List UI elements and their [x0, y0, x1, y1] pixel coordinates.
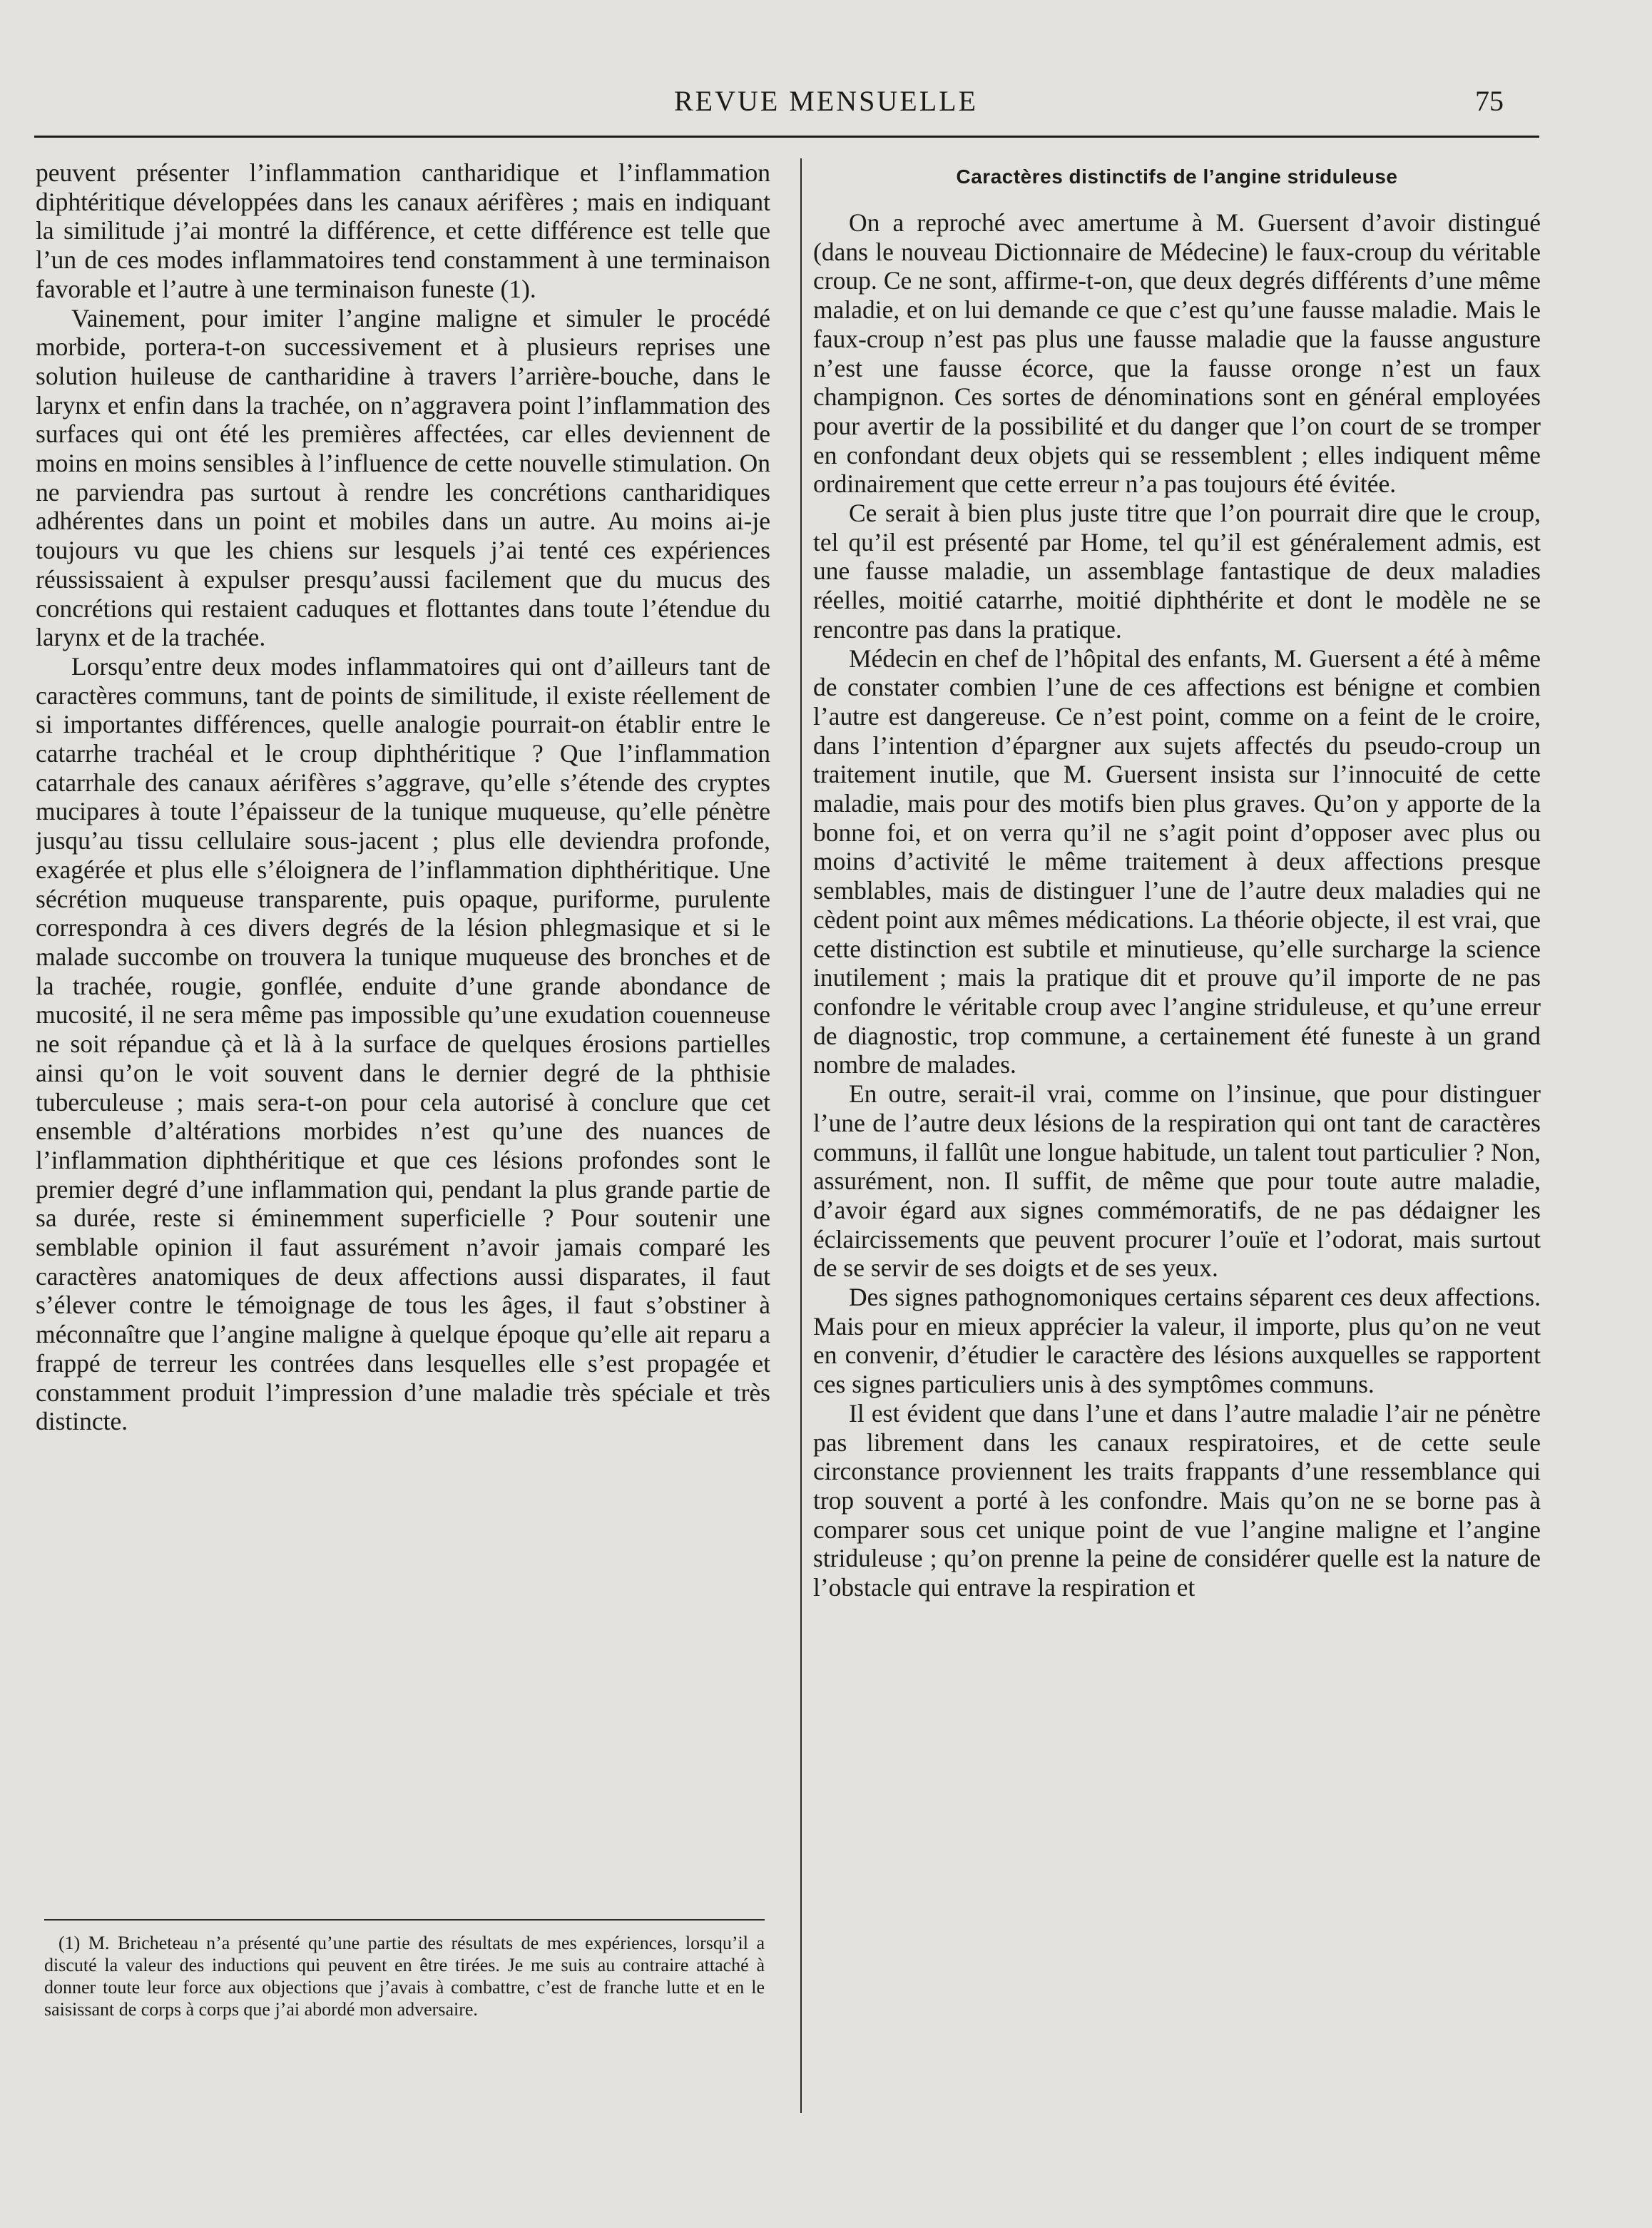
paragraph: On a reproché avec amertume à M. Guersent d’avoir distingué (dans le nouveau Dictionnaire de Médecine) le faux-croup du véritable croup. Ce ne sont, affirme-t-on, que deux degrés différents d’une même maladie, et on lui demande ce que c’est qu’une fausse maladie. Mais le faux-croup n’est pas plus une fausse maladie que la fausse angusture n’est une fausse écorce, que la fausse oronge n’est un faux champignon. Ces sortes de dénominations sont en général employées pour avertir de la possibilité et du danger que l’on court de se tromper en confondant deux objets qui se ressemblent ; elles indiquent même ordinairement que cette erreur n’a pas toujours été évitée. — [813, 208, 1541, 499]
paragraph: Des signes pathognomoniques certains séparent ces deux affections. Mais pour en mieux apprécier la valeur, il importe, plus qu’on ne veut en convenir, d’étudier le caractère des lésions auxquelles se rapportent ces signes particuliers unis à des symptômes communs. — [813, 1283, 1541, 1399]
paragraph: peuvent présenter l’inflammation cantharidique et l’inflammation diphtéritique développées dans les canaux aérifères ; mais en indiquant la similitude j’ai montré la différence, et cette différence est telle que l’un de ces modes inflammatoires tend constamment à une terminaison favorable et l’autre à une terminaison funeste (1). — [36, 158, 770, 303]
column-divider — [800, 158, 802, 2113]
journal-title: REVUE MENSUELLE — [673, 85, 979, 117]
right-column — [813, 158, 1541, 1602]
paragraph: Vainement, pour imiter l’angine maligne et simuler le procédé morbide, portera-t-on successivement et à plusieurs reprises une solution huileuse de cantharidine à travers l’arrière-bouche, dans le larynx et enfin dans la trachée, on n’aggravera point l’inflammation des surfaces qui ont été les premières affectées, car elles deviennent de moins en moins sensibles à l’influence de cette nouvelle stimulation. On ne parviendra pas surtout à rendre les concrétions cantharidiques adhérentes dans un point et mobiles dans un autre. Au moins ai-je toujours vu que les chiens sur lesquels j’ai tenté ces expériences réussissaient à expulser presqu’aussi facilement que du mucus des concrétions qui restaient caduques et flottantes dans toute l’étendue du larynx et de la trachée. — [36, 303, 770, 652]
page-number: 75 — [1475, 85, 1504, 117]
header-rule — [34, 136, 1539, 138]
running-header — [0, 80, 1652, 123]
paragraph: En outre, serait-il vrai, comme on l’insinue, que pour distinguer l’une de l’autre deux lésions de la respiration qui ont tant de caractères communs, il fallût une longue habitude, un talent tout particulier ? Non, assurément, non. Il suffit, de même que pour toute autre maladie, d’avoir égard aux signes commémoratifs, de ne pas dédaigner les éclaircissements que peuvent procurer l’ouïe et l’odorat, mais surtout de se servir de ses doigts et de ses yeux. — [813, 1079, 1541, 1283]
paragraph: Ce serait à bien plus juste titre que l’on pourrait dire que le croup, tel qu’il est présenté par Home, tel qu’il est généralement admis, est une fausse maladie, un assemblage fantastique de deux maladies réelles, moitié catarrhe, moitié diphthérite et dont le modèle ne se rencontre pas dans la pratique. — [813, 499, 1541, 644]
footnote-text: M. Bricheteau n’a présenté qu’une partie des résultats de mes expériences, lorsqu’il a discuté la valeur des inductions qui peuvent en être tirées. Je me suis au contraire attaché à donner toute leur force aux objections que j’avais à combattre, c’est de franche lutte et en le saisissant de corps à corps que j’ai abordé mon adversaire. — [44, 1933, 765, 2020]
footnote-marker: (1) — [58, 1933, 81, 1953]
left-column — [36, 158, 770, 1436]
paragraph: Médecin en chef de l’hôpital des enfants, M. Guersent a été à même de constater combien l’une de ces affections est bénigne et combien l’autre est dangereuse. Ce n’est point, comme on a feint de le croire, dans l’intention d’épargner aux sujets affectés du pseudo-croup un traitement inutile, que M. Guersent insista sur l’innocuité de cette maladie, mais pour des motifs bien plus graves. Qu’on y apporte de la bonne foi, et on verra qu’il ne s’agit point d’opposer avec plus ou moins d’activité le même traitement à deux affections presque semblables, mais de distinguer l’une de l’autre deux maladies qui ne cèdent point aux mêmes médications. La théorie objecte, il est vrai, que cette distinction est subtile et minutieuse, qu’elle surcharge la science inutilement ; mais la pratique dit et prouve qu’il importe de ne pas confondre le véritable croup avec l’angine striduleuse, et qu’une erreur de diagnostic, trop commune, a certainement été funeste à un grand nombre de malades. — [813, 644, 1541, 1079]
section-heading: Caractères distinctifs de l’angine striduleuse — [956, 166, 1398, 188]
footnote — [44, 1932, 765, 2020]
paragraph: Il est évident que dans l’une et dans l’autre maladie l’air ne pénètre pas librement dans les canaux respiratoires, et de cette seule circonstance proviennent les traits frappants d’une ressemblance qui trop souvent a porté à les confondre. Mais qu’on ne se borne pas à comparer sous cet unique point de vue l’angine maligne et l’angine striduleuse ; qu’on prenne la peine de considérer quelle est la nature de l’obstacle qui entrave la respiration et — [813, 1398, 1541, 1602]
paragraph: Lorsqu’entre deux modes inflammatoires qui ont d’ailleurs tant de caractères communs, tant de points de similitude, il existe réellement de si importantes différences, quelle analogie pourrait-on établir entre le catarrhe trachéal et le croup diphthéritique ? Que l’inflammation catarrhale des canaux aérifères s’aggrave, qu’elle s’étende des cryptes mucipares à toute l’épaisseur de la tunique muqueuse, qu’elle pénètre jusqu’au tissu cellulaire sous-jacent ; plus elle deviendra profonde, exagérée et plus elle s’éloignera de l’inflammation diphthéritique. Une sécrétion muqueuse transparente, puis opaque, puriforme, purulente correspondra à ces divers degrés de la lésion phlegmasique et si le malade succombe on trouvera la tunique muqueuse des bronches et de la trachée, rougie, gonflée, enduite d’une grande abondance de mucosité, il ne sera même pas impossible qu’une exudation couenneuse ne soit répandue çà et là à la surface de quelques érosions partielles ainsi qu’on le voit souvent dans le dernier degré de la phthisie tuberculeuse ; mais sera-t-on pour cela autorisé à conclure que cet ensemble d’altérations morbides n’est qu’une des nuances de l’inflammation diphthéritique et que ces lésions profondes sont le premier degré d’une inflammation qui, pendant la plus grande partie de sa durée, reste si éminemment superficielle ? Pour soutenir une semblable opinion il faut assurément n’avoir jamais comparé les caractères anatomiques de deux affections aussi disparates, il faut s’élever contre le témoignage de tous les âges, il faut s’obstiner à méconnaître que l’angine maligne à quelque époque qu’elle ait reparu a frappé de terreur les contrées dans lesquelles elle s’est propagée et constamment produit l’impression d’une maladie très spéciale et très distincte. — [36, 651, 770, 1436]
footnote-rule — [44, 1919, 765, 1921]
